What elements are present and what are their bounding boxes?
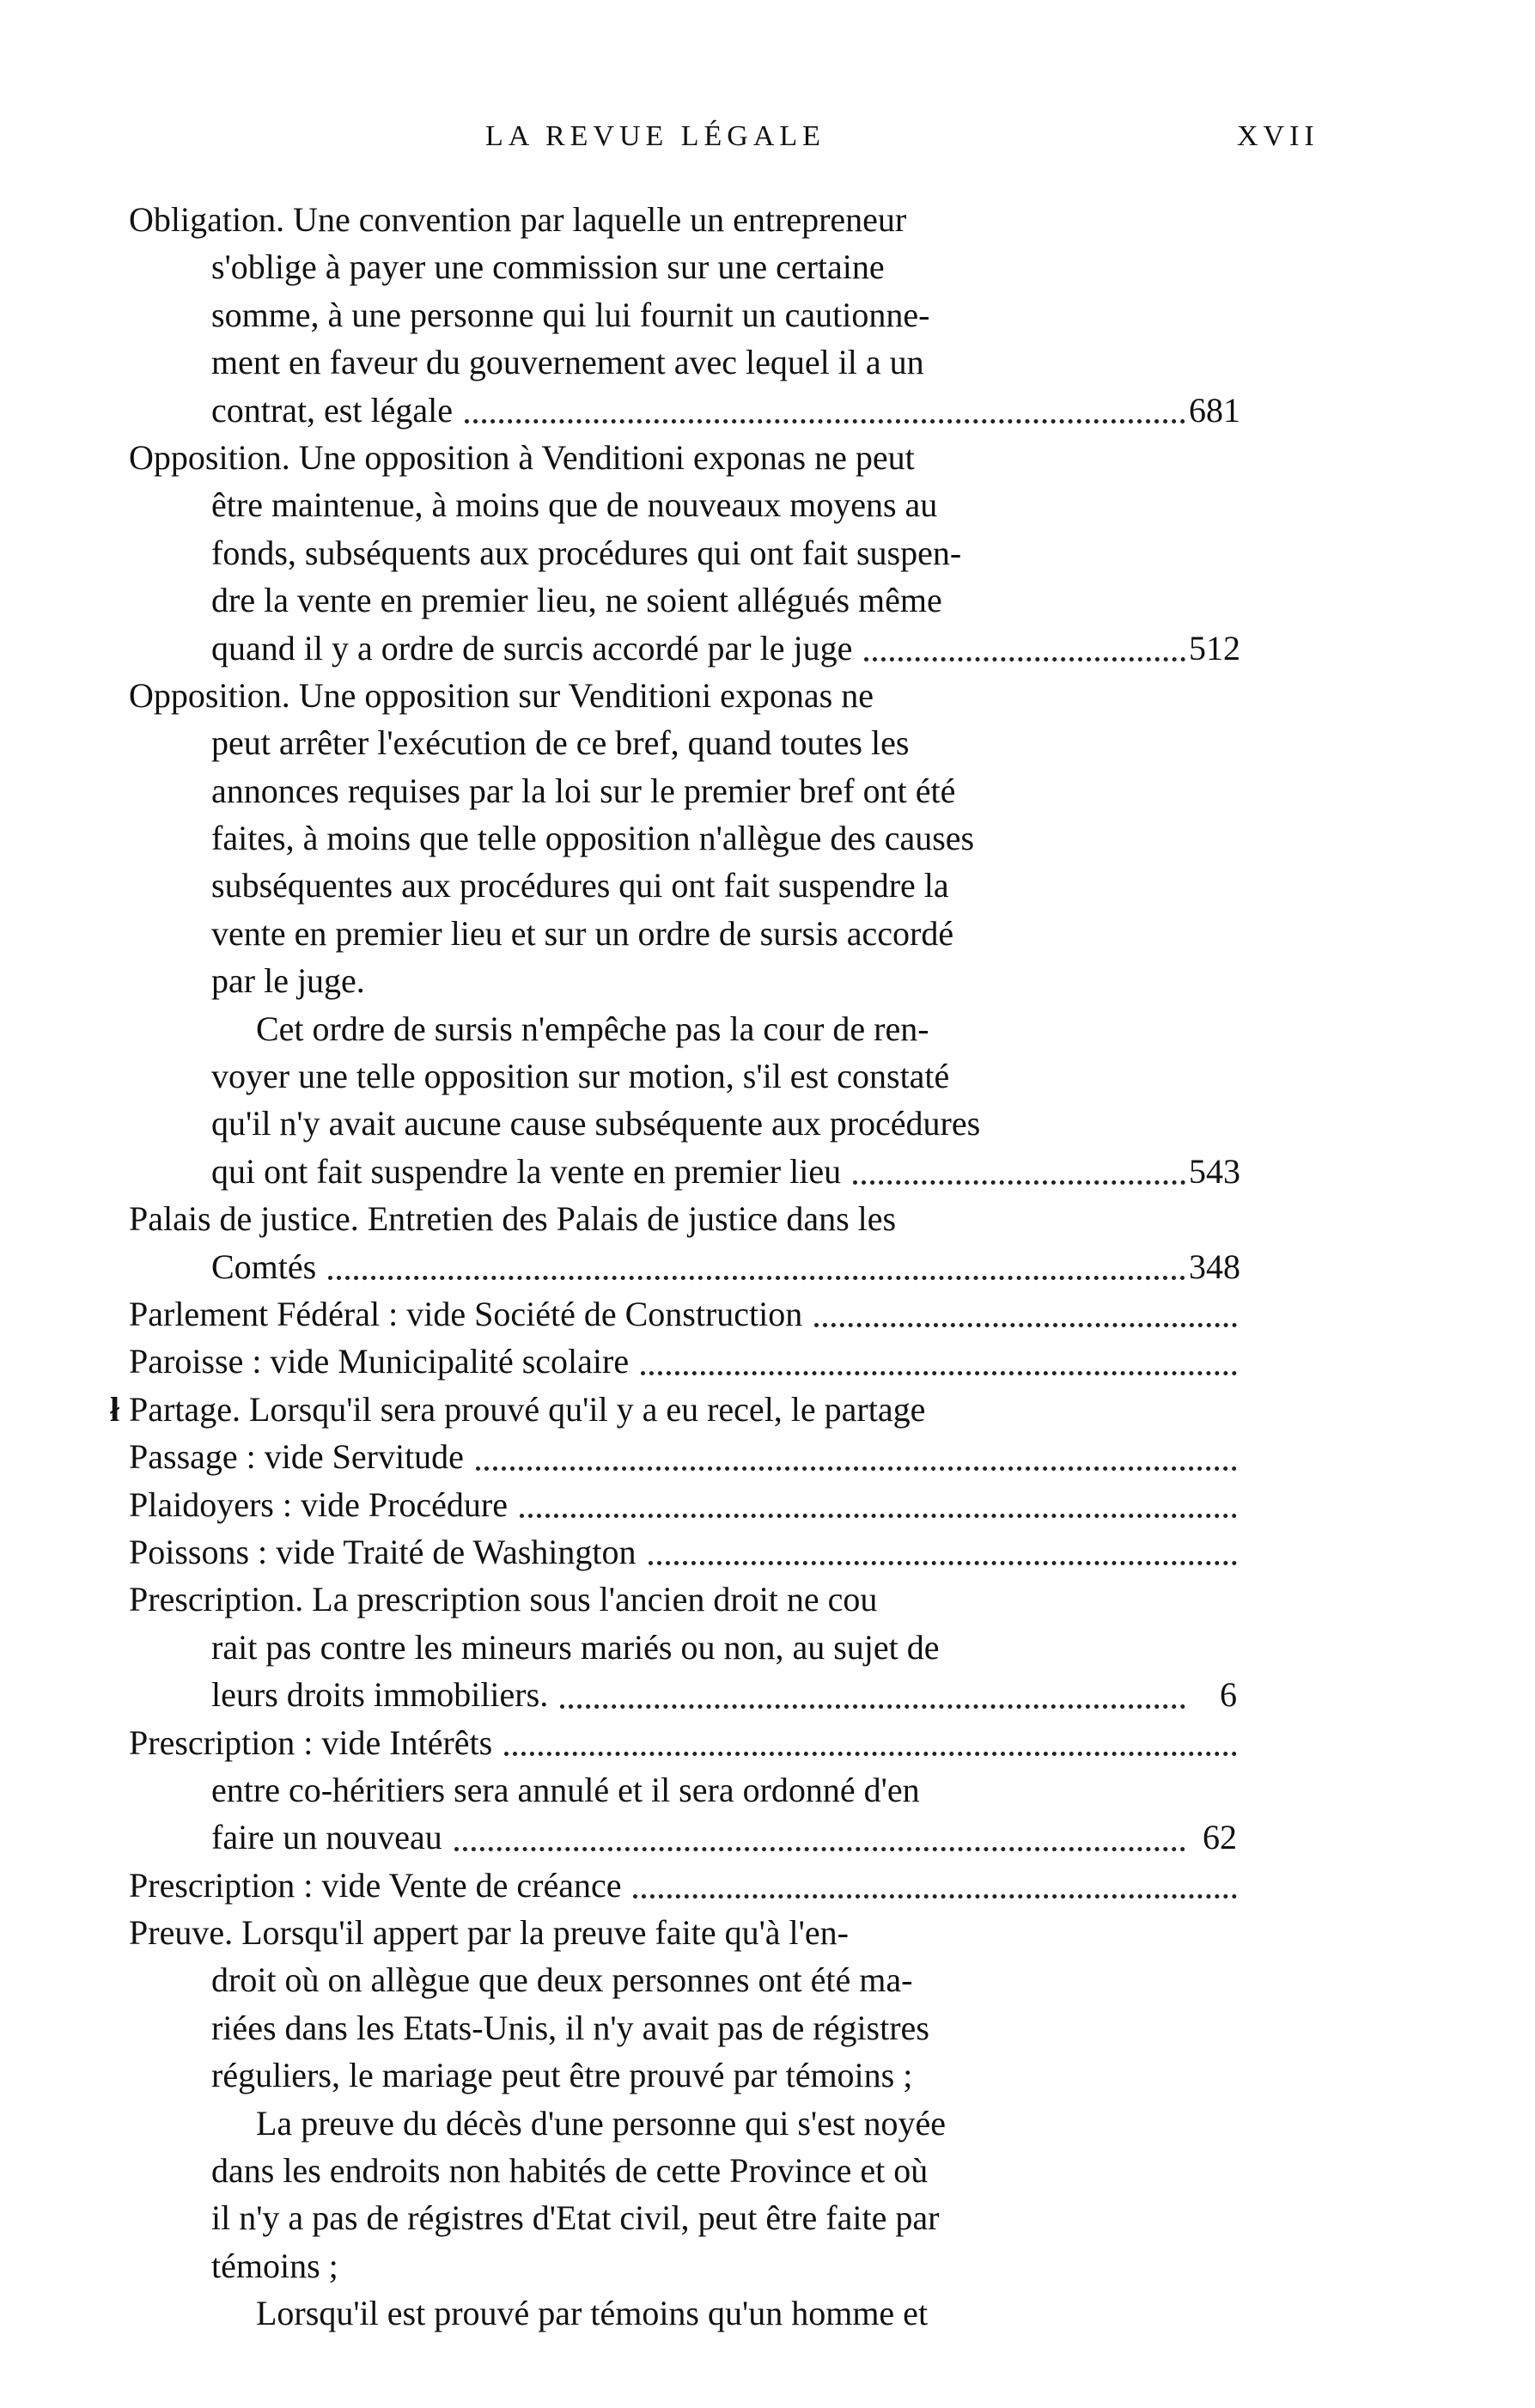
dot-leaders [814, 1314, 1237, 1327]
entry-text: réguliers, le mariage peut être prouvé par témoins ; [211, 2056, 913, 2095]
entry-text: contrat, est légale [211, 390, 453, 430]
index-line [129, 2051, 1237, 2099]
entry-text: Preuve. Lorsqu'il appert par la preuve faite qu'à l'en- [129, 1913, 849, 1953]
index-line [129, 1814, 1237, 1861]
index-line [129, 1766, 1237, 1814]
index-line [129, 291, 1237, 338]
index-line [129, 2289, 1237, 2337]
index-line [129, 387, 1240, 434]
entry-text: annonces requises par la loi sur le premier bref ont été [211, 771, 956, 810]
dot-leaders [465, 411, 1185, 424]
index-line [129, 529, 1237, 576]
index-line [129, 1956, 1237, 2003]
dot-leaders [504, 1743, 1237, 1756]
index-line [129, 1576, 1237, 1623]
index-line [129, 2147, 1237, 2194]
index-line [129, 1338, 1237, 1385]
index-line [129, 862, 1237, 909]
entry-text: somme, à une personne qui lui fournit un cautionne- [211, 295, 930, 334]
entry-text: témoins ; [211, 2246, 338, 2285]
entry-text: qui ont fait suspendre la vente en premier lieu [211, 1151, 842, 1191]
entry-text: faites, à moins que telle opposition n'allègue des causes [211, 819, 975, 858]
entry-text: Prescription : vide Intérêts [129, 1722, 493, 1762]
index-line [129, 2004, 1237, 2051]
index-line [129, 1195, 1237, 1242]
dot-leaders [864, 649, 1185, 661]
index-line [129, 1862, 1237, 1909]
index-line [129, 1624, 1237, 1671]
index-line [129, 1148, 1240, 1195]
entry-text: Plaidoyers : vide Procédure [129, 1484, 508, 1524]
page-reference: 62 [1203, 1818, 1237, 1857]
index-line [129, 625, 1240, 672]
index-line [110, 1386, 1237, 1433]
margin-mark: ł [110, 1389, 120, 1429]
dot-leaders [649, 1552, 1237, 1565]
entry-text: subséquentes aux procédures qui ont fait suspendre la [211, 866, 949, 905]
entry-text: Comtés [211, 1247, 317, 1286]
index-line [129, 1909, 1237, 1956]
page-number: XVII [1237, 120, 1319, 152]
index-line [129, 434, 1237, 481]
entry-text: qu'il n'y avait aucune cause subséquente aux procédures [211, 1104, 981, 1143]
entry-text: La preuve du décès d'une personne qui s'est noyée [256, 2103, 947, 2143]
entry-text: dans les endroits non habités de cette Province et où [211, 2151, 929, 2191]
dot-leaders [853, 1172, 1185, 1185]
entry-text: Paroisse : vide Municipalité scolaire [129, 1342, 630, 1381]
index-line [129, 2100, 1237, 2147]
index-entries [110, 196, 1240, 2338]
index-line [129, 1052, 1237, 1100]
entry-text: Poissons : vide Traité de Washington [129, 1532, 637, 1571]
entry-text: Opposition. Une opposition sur Venditioni exponas ne [129, 675, 874, 715]
index-line [129, 2194, 1237, 2241]
index-line [129, 1100, 1237, 1147]
entry-text: vente en premier lieu et sur un ordre de sursis accordé [211, 913, 954, 953]
entry-text: Palais de justice. Entretien des Palais de justice dans les [129, 1199, 897, 1239]
page-reference: 681 [1189, 390, 1240, 430]
entry-text: dre la vente en premier lieu, ne soient allégués même [211, 581, 942, 620]
entry-text: il n'y a pas de régistres d'Etat civil, peut être faite par [211, 2198, 940, 2238]
dot-leaders [454, 1838, 1185, 1851]
entry-text: être maintenue, à moins que de nouveaux moyens au [211, 485, 938, 525]
entry-text: Lorsqu'il est prouvé par témoins qu'un homme et [256, 2294, 929, 2333]
entry-text: Obligation. Une convention par laquelle un entrepreneur [129, 200, 907, 239]
entry-text: Partage. Lorsqu'il sera prouvé qu'il y a eu recel, le partage [129, 1389, 926, 1429]
dot-leaders [328, 1267, 1185, 1280]
entry-text: Opposition. Une opposition à Venditioni exponas ne peut [129, 437, 915, 477]
index-line [129, 1671, 1237, 1718]
index-line [129, 672, 1237, 719]
page-reference: 543 [1189, 1151, 1240, 1191]
index-line [129, 910, 1237, 957]
page-reference: 348 [1189, 1247, 1240, 1286]
index-line [129, 957, 1237, 1004]
index-line [129, 576, 1237, 624]
entry-text: Passage : vide Servitude [129, 1437, 464, 1477]
entry-text: droit où on allègue que deux personnes ont été ma- [211, 1960, 913, 2000]
entry-text: entre co-héritiers sera annulé et il sera ordonné d'en [211, 1770, 920, 1809]
entry-text: fonds, subséquents aux procédures qui ont fait suspen- [211, 533, 962, 572]
index-line [129, 814, 1237, 862]
index-line [129, 1528, 1237, 1576]
index-line [129, 1005, 1237, 1052]
dot-leaders [476, 1458, 1237, 1471]
index-line [129, 1243, 1240, 1290]
entry-text: quand il y a ordre de surcis accordé par le juge [211, 628, 853, 668]
index-line [129, 481, 1237, 528]
entry-text: leurs droits immobiliers. [211, 1675, 549, 1715]
index-line [129, 338, 1237, 386]
entry-text: Cet ordre de sursis n'empêche pas la cour de ren- [256, 1009, 929, 1048]
dot-leaders [633, 1886, 1237, 1899]
running-title: LA REVUE LÉGALE [485, 120, 825, 152]
index-line [129, 719, 1237, 766]
entry-text: s'oblige à payer une commission sur une certaine [211, 247, 885, 287]
entry-text: peut arrêter l'exécution de ce bref, quand toutes les [211, 723, 910, 763]
entry-text: par le juge. [211, 961, 365, 1001]
index-line [129, 243, 1237, 290]
entry-text: faire un nouveau [211, 1818, 442, 1857]
entry-text: Parlement Fédéral : vide Société de Construction [129, 1294, 803, 1333]
dot-leaders [560, 1696, 1185, 1709]
index-line [129, 2242, 1237, 2289]
index-line [129, 1290, 1237, 1338]
entry-text: rait pas contre les mineurs mariés ou non, au sujet de [211, 1627, 940, 1667]
index-line [129, 196, 1237, 243]
page-reference: 512 [1189, 628, 1240, 668]
dot-leaders [641, 1363, 1237, 1375]
index-line [129, 1719, 1237, 1766]
page-reference: 6 [1220, 1675, 1237, 1715]
index-line [129, 1433, 1237, 1480]
entry-text: Prescription : vide Vente de créance [129, 1865, 622, 1905]
entry-text: riées dans les Etats-Unis, il n'y avait pas de régistres [211, 2008, 929, 2047]
entry-text: ment en faveur du gouvernement avec lequel il a un [211, 343, 924, 382]
entry-text: voyer une telle opposition sur motion, s'il est constaté [211, 1057, 950, 1096]
running-head [0, 120, 1535, 163]
dot-leaders [520, 1505, 1237, 1518]
index-line [129, 767, 1237, 814]
entry-text: Prescription. La prescription sous l'ancien droit ne cou [129, 1580, 878, 1619]
index-line [129, 1481, 1237, 1528]
